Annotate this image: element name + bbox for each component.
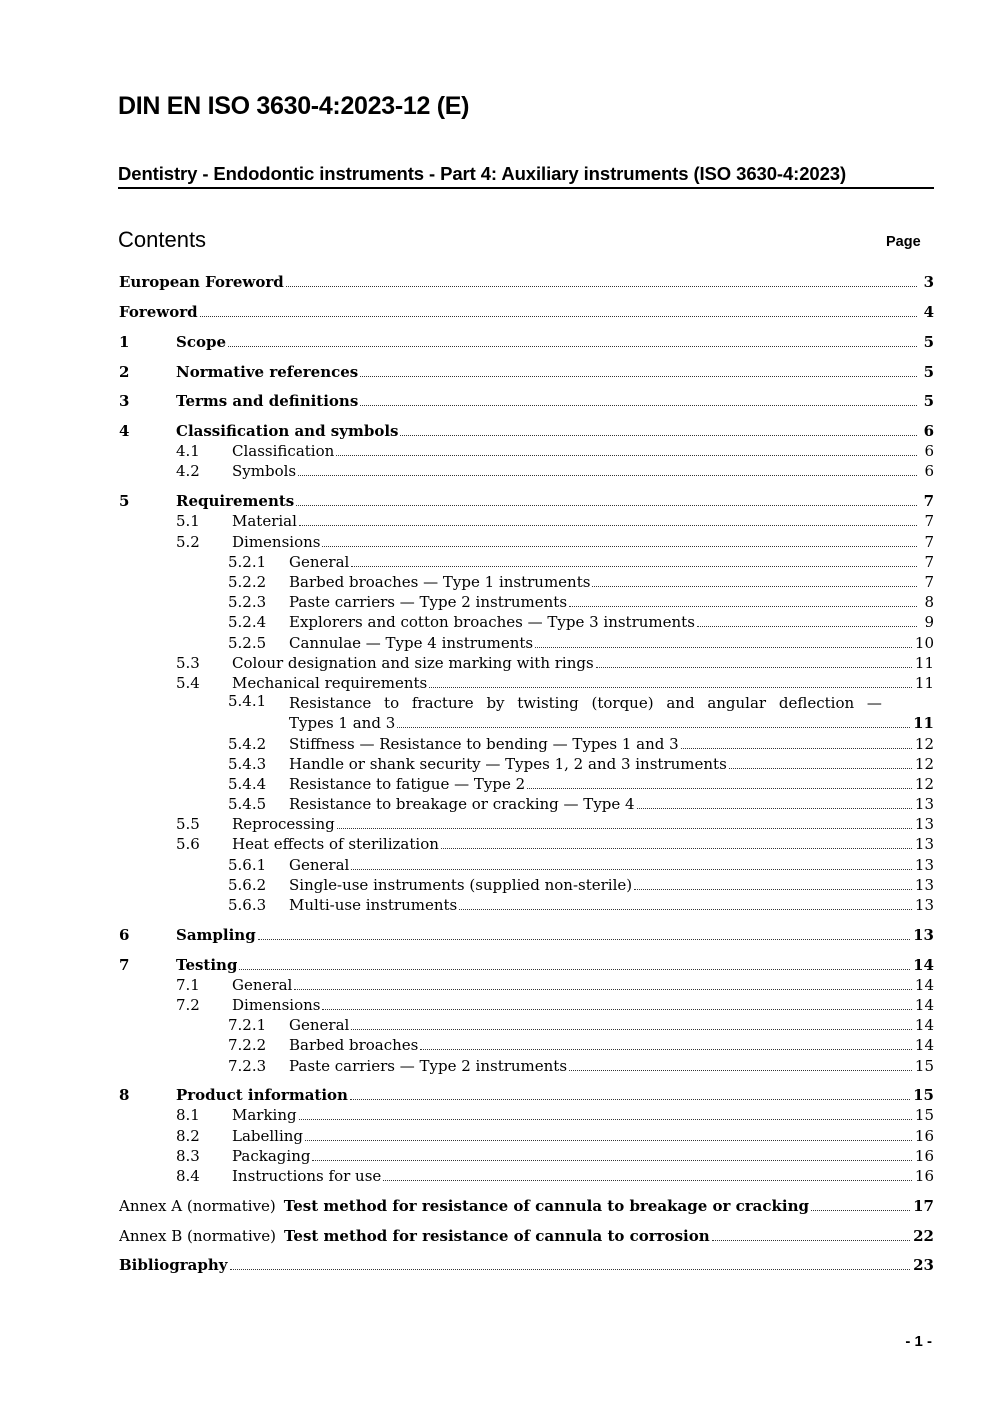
toc-entry-title: Packaging — [232, 1146, 311, 1165]
toc-entry-title: Mechanical requirements — [232, 673, 428, 692]
toc-entry-title: Barbed broaches — [289, 1036, 419, 1055]
toc-entry-title: Barbed broaches — Type 1 instruments — [289, 573, 591, 591]
toc-entry-page: 15 — [914, 1106, 934, 1125]
toc-entry-number: 5.6.2 — [228, 875, 267, 894]
toc-entry[interactable] — [119, 813, 934, 833]
toc-entry-title-continued: Types 1 and 3 — [289, 714, 396, 733]
dot-leader — [351, 869, 912, 870]
toc-entry-number: 8.3 — [176, 1146, 200, 1165]
toc-entry-title: Symbols — [232, 462, 297, 481]
toc-entry-page: 14 — [914, 1016, 934, 1035]
toc-entry[interactable] — [119, 1014, 934, 1034]
dot-leader — [397, 727, 910, 728]
toc-entry-page: 13 — [914, 855, 934, 874]
toc-entry-number: 3 — [119, 392, 130, 411]
toc-entry[interactable] — [119, 271, 934, 291]
toc-entry-page: 12 — [914, 774, 934, 793]
dot-leader — [312, 1160, 911, 1161]
toc-entry[interactable] — [119, 1224, 934, 1244]
toc-entry[interactable] — [119, 460, 934, 480]
toc-entry-page: 14 — [913, 955, 934, 974]
toc-entry[interactable] — [119, 1034, 934, 1054]
toc-entry[interactable] — [119, 1054, 934, 1074]
toc-entry-title: Product information — [176, 1086, 348, 1105]
dot-leader — [351, 1029, 912, 1030]
toc-entry-title: Paste carriers — Type 2 instruments — [289, 593, 568, 612]
toc-entry[interactable] — [119, 360, 934, 380]
toc-entry-title: Requirements — [176, 492, 295, 511]
dot-leader — [305, 1140, 912, 1141]
toc-entry-page: 7 — [924, 552, 934, 571]
annex-label: Annex A (normative) — [119, 1196, 276, 1215]
dot-leader — [441, 848, 912, 849]
dot-leader — [350, 1099, 910, 1100]
toc-entry-page: 11 — [913, 714, 934, 733]
toc-entry-page: 15 — [914, 1056, 934, 1075]
toc-entry-page: 14 — [914, 975, 934, 994]
annex-label: Annex B (normative) — [119, 1226, 276, 1245]
toc-entry-number: 5.3 — [176, 653, 200, 672]
toc-entry[interactable] — [119, 1145, 934, 1165]
dot-leader — [527, 788, 912, 789]
dot-leader — [360, 405, 917, 406]
document-id: DIN EN ISO 3630-4:2023-12 (E) — [118, 92, 470, 120]
toc-entry[interactable] — [119, 753, 934, 773]
toc-entry-title: Handle or shank security — Types 1, 2 and 3 instruments — [289, 754, 727, 773]
toc-entry-title: Classification and symbols — [176, 422, 399, 441]
toc-entry[interactable] — [119, 874, 934, 894]
toc-entry-title: Instructions for use — [232, 1167, 382, 1186]
toc-entry[interactable] — [119, 420, 934, 440]
toc-entry-title: Cannulae — Type 4 instruments — [289, 633, 534, 652]
toc-entry[interactable] — [119, 1124, 934, 1144]
dot-leader — [535, 647, 912, 648]
toc-entry-page: 6 — [923, 422, 934, 441]
toc-entry-title: General — [289, 1016, 350, 1035]
toc-entry[interactable] — [119, 440, 934, 460]
toc-entry[interactable] — [119, 833, 934, 853]
annex-title: Test method for resistance of cannula to corrosion — [283, 1226, 710, 1245]
toc-entry-number: 7.2.3 — [228, 1056, 267, 1075]
toc-entry[interactable] — [119, 530, 934, 550]
dot-leader — [360, 376, 917, 377]
dot-leader — [258, 939, 910, 940]
toc-entry-page: 10 — [914, 633, 934, 652]
dot-leader — [383, 1180, 912, 1181]
toc-entry-number: 8.4 — [176, 1167, 200, 1186]
toc-entry-page: 14 — [914, 1036, 934, 1055]
toc-entry-title: Resistance to breakage or cracking — Type 4 — [289, 795, 635, 814]
toc-entry-number: 5.4.3 — [228, 754, 267, 773]
toc-entry[interactable] — [119, 551, 934, 571]
toc-entry-page: 6 — [924, 462, 934, 481]
dot-leader — [228, 346, 917, 347]
toc-entry[interactable] — [119, 301, 934, 321]
toc-entry-title: Multi-use instruments — [289, 896, 458, 915]
toc-entry-page: 11 — [914, 673, 934, 692]
dot-leader — [296, 505, 917, 506]
toc-entry-number: 5.4.1 — [228, 691, 267, 710]
toc-entry-title: Heat effects of sterilization — [232, 835, 439, 854]
toc-entry-page: 12 — [914, 754, 934, 773]
dot-leader — [294, 989, 912, 990]
toc-entry-title: Scope — [176, 332, 227, 351]
toc-entry-page: 13 — [914, 815, 934, 834]
toc-entry-title: European Foreword — [119, 273, 284, 292]
toc-entry-number: 6 — [119, 925, 130, 944]
toc-entry-number: 5.4.2 — [228, 734, 267, 753]
toc-entry-title: General — [289, 855, 350, 874]
toc-entry-title: Dimensions — [232, 532, 321, 551]
toc-entry-title: Reprocessing — [232, 815, 335, 834]
dot-leader — [322, 546, 917, 547]
toc-entry-title — [119, 1197, 809, 1215]
toc-entry[interactable] — [119, 894, 934, 914]
toc-entry-page: 4 — [923, 302, 934, 321]
toc-entry-number: 5.6.1 — [228, 855, 267, 874]
toc-entry-number: 5.2 — [176, 532, 200, 551]
dot-leader — [336, 455, 917, 456]
toc-entry-number: 4.2 — [176, 462, 200, 481]
toc-entry-title: Colour designation and size marking with rings — [232, 653, 594, 672]
dot-leader — [299, 1119, 912, 1120]
toc-entry-page: 7 — [923, 492, 934, 511]
toc-entry[interactable] — [119, 692, 934, 732]
toc-entry-title — [119, 1227, 710, 1245]
toc-entry-title: Marking — [232, 1106, 297, 1125]
toc-entry-title: Single-use instruments (supplied non-sterile) — [289, 875, 633, 894]
page-number: - 1 - — [905, 1333, 932, 1350]
dot-leader — [400, 435, 917, 436]
dot-leader — [596, 667, 912, 668]
dot-leader — [230, 1269, 911, 1270]
toc-entry[interactable] — [119, 924, 934, 944]
dot-leader — [429, 687, 912, 688]
toc-entry-number: 4 — [119, 422, 130, 441]
toc-entry-number: 5.1 — [176, 512, 200, 531]
toc-entry-number: 5.6.3 — [228, 896, 267, 915]
toc-entry-number: 7 — [119, 955, 130, 974]
toc-entry-number: 5.2.5 — [228, 633, 267, 652]
toc-entry-page: 16 — [914, 1146, 934, 1165]
toc-entry-number: 4.1 — [176, 442, 200, 461]
toc-entry-number: 5.5 — [176, 815, 200, 834]
toc-entry-number: 5.4 — [176, 673, 200, 692]
toc-entry[interactable] — [119, 390, 934, 410]
toc-entry[interactable] — [119, 1104, 934, 1124]
toc-entry[interactable] — [119, 793, 934, 813]
toc-entry-number: 5.2.2 — [228, 573, 267, 591]
dot-leader — [351, 566, 917, 567]
dot-leader — [298, 475, 917, 476]
toc-entry-page: 13 — [914, 896, 934, 915]
toc-entry-page: 7 — [924, 512, 934, 531]
toc-entry-number: 5.4.4 — [228, 774, 267, 793]
toc-entry-number: 5 — [119, 492, 130, 511]
dot-leader — [811, 1210, 910, 1211]
toc-entry[interactable] — [119, 571, 934, 591]
toc-entry-page: 11 — [914, 653, 934, 672]
toc-entry-title: Classification — [232, 442, 335, 461]
dot-leader — [569, 606, 917, 607]
toc-entry-page: 15 — [913, 1086, 934, 1105]
toc-entry-title: Stiffness — Resistance to bending — Types 1 and 3 — [289, 734, 679, 753]
toc-entry[interactable] — [119, 853, 934, 873]
toc-entry-page: 23 — [913, 1256, 934, 1275]
dot-leader — [697, 626, 917, 627]
dot-leader — [459, 909, 912, 910]
dot-leader — [712, 1240, 910, 1241]
dot-leader — [681, 748, 912, 749]
toc-entry[interactable] — [119, 672, 934, 692]
toc-entry[interactable] — [119, 331, 934, 351]
toc-entry-title: General — [289, 552, 350, 571]
toc-entry-title: Testing — [176, 955, 238, 974]
toc-entry-number: 8.2 — [176, 1126, 200, 1145]
toc-entry[interactable] — [119, 631, 934, 651]
toc-entry[interactable] — [119, 1195, 934, 1215]
toc-entry[interactable] — [119, 994, 934, 1014]
toc-entry[interactable] — [119, 773, 934, 793]
contents-heading: Contents — [118, 227, 207, 252]
toc-entry[interactable] — [119, 611, 934, 631]
toc-entry[interactable] — [119, 591, 934, 611]
toc-entry-page: 5 — [923, 332, 934, 351]
toc-entry-title: Bibliography — [119, 1256, 228, 1275]
toc-entry-page: 3 — [923, 273, 934, 292]
toc-entry-page: 5 — [923, 392, 934, 411]
toc-entry-number: 7.2.2 — [228, 1036, 267, 1055]
toc-entry-title: Labelling — [232, 1126, 304, 1145]
toc-entry-page: 13 — [914, 835, 934, 854]
toc-entry-title: Foreword — [119, 302, 198, 321]
toc-entry-page: 13 — [913, 925, 934, 944]
toc-entry[interactable] — [119, 490, 934, 510]
toc-entry-number: 7.2 — [176, 995, 200, 1014]
toc-entry-number: 8 — [119, 1086, 130, 1105]
annex-title: Test method for resistance of cannula to breakage or cracking — [283, 1196, 809, 1215]
document-title: Dentistry - Endodontic instruments - Part 4: Auxiliary instruments (ISO 3630-4:2023) — [118, 163, 934, 189]
toc-entry[interactable] — [119, 652, 934, 672]
toc-entry-page: 6 — [924, 442, 934, 461]
toc-entry-number: 7.2.1 — [228, 1016, 267, 1035]
toc-entry-page: 9 — [924, 613, 934, 632]
toc-entry-number: 5.2.3 — [228, 593, 267, 612]
toc-entry-number: 7.1 — [176, 975, 200, 994]
toc-entry-number: 8.1 — [176, 1106, 200, 1125]
dot-leader — [637, 808, 912, 809]
toc-entry-title: Dimensions — [232, 995, 321, 1014]
toc-entry-page: 13 — [914, 875, 934, 894]
table-of-contents — [119, 271, 934, 1274]
toc-entry[interactable] — [119, 1084, 934, 1104]
toc-entry-number: 1 — [119, 332, 130, 351]
toc-entry[interactable] — [119, 974, 934, 994]
dot-leader — [337, 828, 912, 829]
toc-entry-title: Terms and definitions — [176, 392, 359, 411]
dot-leader — [286, 286, 917, 287]
toc-entry-number: 5.6 — [176, 835, 200, 854]
toc-entry-page: 14 — [914, 995, 934, 1014]
page-column-heading: Page — [886, 234, 921, 250]
dot-leader — [569, 1070, 912, 1071]
toc-entry-page: 16 — [914, 1126, 934, 1145]
toc-entry-number: 5.4.5 — [228, 795, 267, 814]
dot-leader — [299, 525, 917, 526]
dot-leader — [729, 768, 912, 769]
toc-entry-page: 8 — [924, 593, 934, 612]
toc-entry-title: Sampling — [176, 925, 256, 944]
dot-leader — [420, 1049, 912, 1050]
toc-entry-page: 16 — [914, 1167, 934, 1186]
toc-entry-page: 7 — [924, 573, 934, 591]
toc-entry-title: Normative references — [176, 362, 359, 381]
toc-entry[interactable] — [119, 510, 934, 530]
toc-entry-page: 13 — [914, 795, 934, 814]
toc-entry-title: Resistance to fatigue — Type 2 — [289, 774, 526, 793]
dot-leader — [634, 889, 912, 890]
toc-entry-number: 5.2.4 — [228, 613, 267, 632]
toc-entry-page: 22 — [913, 1226, 934, 1245]
toc-entry-number: 2 — [119, 362, 130, 381]
toc-entry[interactable] — [119, 732, 934, 752]
toc-entry-page: 7 — [924, 532, 934, 551]
toc-entry-title: Resistance to fracture by twisting (torque) and angular deflection — — [289, 694, 882, 713]
toc-entry-title: Paste carriers — Type 2 instruments — [289, 1056, 568, 1075]
toc-entry[interactable] — [119, 953, 934, 973]
dot-leader — [239, 969, 910, 970]
dot-leader — [322, 1009, 911, 1010]
toc-entry-page: 17 — [913, 1196, 934, 1215]
toc-entry-page: 12 — [914, 734, 934, 753]
toc-entry-title: General — [232, 975, 293, 994]
toc-entry-title: Material — [232, 512, 297, 531]
toc-entry[interactable] — [119, 1165, 934, 1185]
toc-entry[interactable] — [119, 1254, 934, 1274]
dot-leader — [592, 586, 917, 587]
toc-entry-title: Explorers and cotton broaches — Type 3 instruments — [289, 613, 695, 632]
toc-entry-page: 5 — [923, 362, 934, 381]
dot-leader — [200, 316, 917, 317]
toc-entry-number: 5.2.1 — [228, 552, 267, 571]
